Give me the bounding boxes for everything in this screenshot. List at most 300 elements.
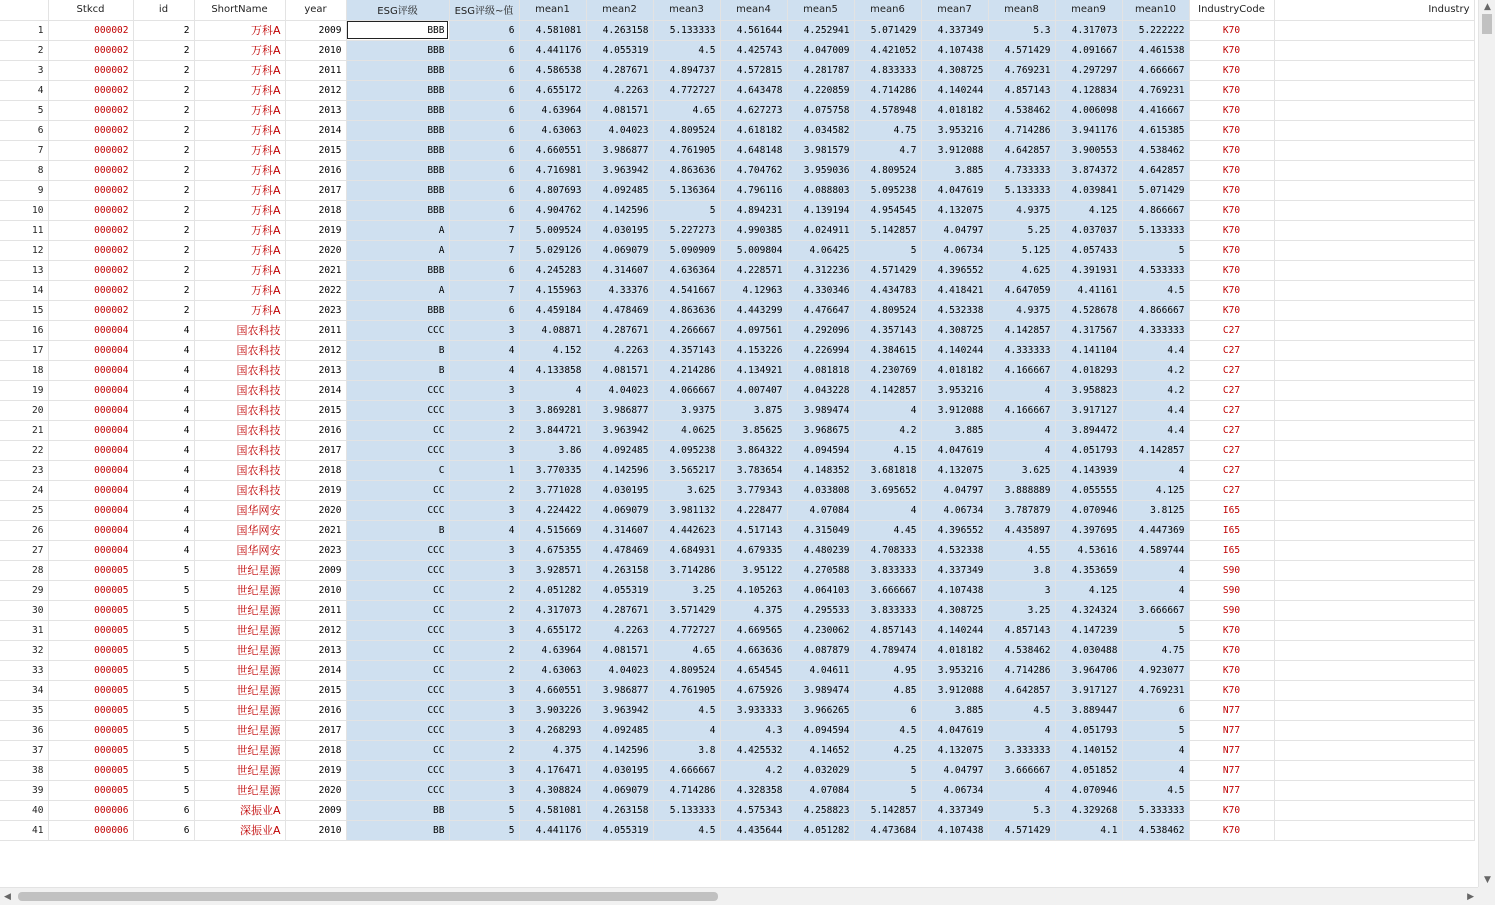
cell-esg[interactable]: BBB (346, 300, 449, 320)
cell-mean9[interactable]: 3.941176 (1055, 120, 1122, 140)
cell-mean10[interactable]: 5.333333 (1122, 800, 1189, 820)
cell-industrycode[interactable]: K70 (1189, 20, 1274, 40)
cell-year[interactable]: 2020 (285, 240, 346, 260)
cell-stkcd[interactable]: 000002 (48, 140, 133, 160)
cell-esg[interactable]: CCC (346, 780, 449, 800)
cell-shortname[interactable]: 国农科技 (194, 440, 285, 460)
cell-mean6[interactable]: 5.142857 (854, 220, 921, 240)
cell-mean7[interactable]: 3.885 (921, 700, 988, 720)
cell-industrycode[interactable]: C27 (1189, 420, 1274, 440)
cell-mean9[interactable]: 4.051852 (1055, 760, 1122, 780)
cell-stkcd[interactable]: 000002 (48, 100, 133, 120)
cell-year[interactable]: 2015 (285, 140, 346, 160)
cell-mean7[interactable]: 4.107438 (921, 40, 988, 60)
cell-mean2[interactable]: 3.986877 (586, 140, 653, 160)
cell-year[interactable]: 2009 (285, 20, 346, 40)
cell-mean3[interactable]: 4.809524 (653, 120, 720, 140)
cell-mean4[interactable]: 4.443299 (720, 300, 787, 320)
cell-mean3[interactable]: 4.095238 (653, 440, 720, 460)
cell-id[interactable]: 2 (133, 260, 194, 280)
cell-mean5[interactable]: 4.07084 (787, 780, 854, 800)
column-header-4[interactable]: ESG评级 (346, 0, 449, 20)
cell-stkcd[interactable]: 000005 (48, 580, 133, 600)
cell-esg[interactable]: 6 (449, 100, 519, 120)
cell-industrycode[interactable]: S90 (1189, 600, 1274, 620)
cell-esg[interactable]: CCC (346, 680, 449, 700)
cell-stkcd[interactable]: 000002 (48, 20, 133, 40)
cell-mean2[interactable]: 4.142596 (586, 740, 653, 760)
cell-mean6[interactable]: 4.789474 (854, 640, 921, 660)
cell-year[interactable]: 2020 (285, 780, 346, 800)
cell-year[interactable]: 2018 (285, 740, 346, 760)
cell-mean1[interactable]: 4 (519, 380, 586, 400)
cell-mean8[interactable]: 4 (988, 780, 1055, 800)
cell-shortname[interactable]: 国华网安 (194, 540, 285, 560)
cell-esg[interactable]: A (346, 240, 449, 260)
cell-industry[interactable] (1274, 820, 1474, 840)
cell-industrycode[interactable]: N77 (1189, 720, 1274, 740)
cell-esg[interactable]: CCC (346, 500, 449, 520)
cell-esg[interactable]: CCC (346, 560, 449, 580)
cell-year[interactable]: 2015 (285, 400, 346, 420)
cell-stkcd[interactable]: 000004 (48, 500, 133, 520)
cell-mean5[interactable]: 4.087879 (787, 640, 854, 660)
cell-mean4[interactable]: 4.228571 (720, 260, 787, 280)
cell-mean9[interactable]: 4.039841 (1055, 180, 1122, 200)
cell-mean2[interactable]: 4.2263 (586, 340, 653, 360)
cell-mean5[interactable]: 3.981579 (787, 140, 854, 160)
cell-mean9[interactable]: 3.964706 (1055, 660, 1122, 680)
cell-esg[interactable]: CCC (346, 380, 449, 400)
column-header-2[interactable]: ShortName (194, 0, 285, 20)
cell-mean2[interactable]: 4.069079 (586, 500, 653, 520)
cell-mean4[interactable]: 4.643478 (720, 80, 787, 100)
cell-mean4[interactable]: 4.654545 (720, 660, 787, 680)
cell-mean5[interactable]: 4.081818 (787, 360, 854, 380)
cell-mean1[interactable]: 3.928571 (519, 560, 586, 580)
cell-year[interactable]: 2014 (285, 380, 346, 400)
cell-mean3[interactable]: 4.066667 (653, 380, 720, 400)
cell-esg[interactable]: 3 (449, 680, 519, 700)
cell-shortname[interactable]: 国农科技 (194, 380, 285, 400)
cell-mean4[interactable]: 4.618182 (720, 120, 787, 140)
cell-mean8[interactable]: 4.625 (988, 260, 1055, 280)
cell-esg[interactable]: CCC (346, 400, 449, 420)
cell-id[interactable]: 5 (133, 780, 194, 800)
cell-mean7[interactable]: 4.132075 (921, 200, 988, 220)
cell-year[interactable]: 2009 (285, 800, 346, 820)
cell-industry[interactable] (1274, 80, 1474, 100)
cell-mean1[interactable]: 3.844721 (519, 420, 586, 440)
cell-mean10[interactable]: 5 (1122, 620, 1189, 640)
cell-mean2[interactable]: 4.314607 (586, 260, 653, 280)
cell-mean1[interactable]: 3.770335 (519, 460, 586, 480)
row-number[interactable]: 35 (0, 700, 48, 720)
cell-mean4[interactable]: 4.3 (720, 720, 787, 740)
column-header-11[interactable]: mean6 (854, 0, 921, 20)
cell-esg[interactable]: CCC (346, 620, 449, 640)
cell-mean10[interactable]: 4.125 (1122, 480, 1189, 500)
row-number[interactable]: 7 (0, 140, 48, 160)
cell-mean8[interactable]: 4.538462 (988, 640, 1055, 660)
cell-mean1[interactable]: 4.459184 (519, 300, 586, 320)
cell-mean3[interactable]: 4.0625 (653, 420, 720, 440)
cell-stkcd[interactable]: 000005 (48, 720, 133, 740)
cell-mean6[interactable]: 4.142857 (854, 380, 921, 400)
vertical-scroll-thumb[interactable] (1482, 14, 1492, 34)
cell-stkcd[interactable]: 000005 (48, 560, 133, 580)
cell-mean3[interactable]: 4.5 (653, 820, 720, 840)
cell-mean6[interactable]: 4.75 (854, 120, 921, 140)
cell-mean9[interactable]: 4.141104 (1055, 340, 1122, 360)
cell-mean7[interactable]: 3.885 (921, 160, 988, 180)
cell-industry[interactable] (1274, 540, 1474, 560)
cell-mean5[interactable]: 4.034582 (787, 120, 854, 140)
cell-mean9[interactable]: 4.018293 (1055, 360, 1122, 380)
cell-stkcd[interactable]: 000004 (48, 420, 133, 440)
cell-mean8[interactable]: 4 (988, 420, 1055, 440)
cell-mean2[interactable]: 4.055319 (586, 820, 653, 840)
cell-mean9[interactable]: 3.917127 (1055, 680, 1122, 700)
cell-esg[interactable]: 2 (449, 480, 519, 500)
cell-mean4[interactable]: 3.864322 (720, 440, 787, 460)
cell-mean10[interactable]: 3.8125 (1122, 500, 1189, 520)
cell-mean3[interactable]: 4 (653, 720, 720, 740)
cell-mean1[interactable]: 4.224422 (519, 500, 586, 520)
cell-mean1[interactable]: 4.807693 (519, 180, 586, 200)
cell-industrycode[interactable]: K70 (1189, 40, 1274, 60)
cell-mean9[interactable]: 3.874372 (1055, 160, 1122, 180)
cell-year[interactable]: 2015 (285, 680, 346, 700)
cell-esg[interactable]: 4 (449, 520, 519, 540)
cell-mean5[interactable]: 4.330346 (787, 280, 854, 300)
cell-mean3[interactable]: 4.761905 (653, 140, 720, 160)
cell-mean10[interactable]: 3.666667 (1122, 600, 1189, 620)
cell-esg[interactable]: CCC (346, 540, 449, 560)
cell-shortname[interactable]: 深振业A (194, 820, 285, 840)
cell-esg[interactable]: CC (346, 640, 449, 660)
cell-mean7[interactable]: 4.532338 (921, 540, 988, 560)
cell-mean6[interactable]: 4.809524 (854, 300, 921, 320)
cell-stkcd[interactable]: 000006 (48, 820, 133, 840)
cell-mean6[interactable]: 4.230769 (854, 360, 921, 380)
cell-esg[interactable]: BBB (346, 180, 449, 200)
cell-mean7[interactable]: 4.018182 (921, 100, 988, 120)
cell-mean3[interactable]: 4.684931 (653, 540, 720, 560)
column-header-14[interactable]: mean9 (1055, 0, 1122, 20)
cell-industry[interactable] (1274, 600, 1474, 620)
cell-mean1[interactable]: 4.515669 (519, 520, 586, 540)
cell-mean5[interactable]: 4.480239 (787, 540, 854, 560)
cell-mean8[interactable]: 4 (988, 440, 1055, 460)
cell-industrycode[interactable]: C27 (1189, 360, 1274, 380)
cell-esg[interactable]: 4 (449, 340, 519, 360)
cell-mean6[interactable]: 4.857143 (854, 620, 921, 640)
cell-mean10[interactable]: 4.461538 (1122, 40, 1189, 60)
cell-mean8[interactable]: 4.642857 (988, 140, 1055, 160)
cell-mean3[interactable]: 3.714286 (653, 560, 720, 580)
cell-esg[interactable]: BBB (346, 200, 449, 220)
cell-mean2[interactable]: 4.263158 (586, 20, 653, 40)
cell-mean5[interactable]: 4.051282 (787, 820, 854, 840)
cell-mean8[interactable]: 4.571429 (988, 820, 1055, 840)
cell-mean1[interactable]: 4.152 (519, 340, 586, 360)
cell-mean6[interactable]: 5.142857 (854, 800, 921, 820)
cell-mean2[interactable]: 4.030195 (586, 480, 653, 500)
cell-year[interactable]: 2011 (285, 600, 346, 620)
cell-shortname[interactable]: 世纪星源 (194, 740, 285, 760)
row-number[interactable]: 34 (0, 680, 48, 700)
row-number[interactable]: 24 (0, 480, 48, 500)
cell-mean1[interactable]: 5.029126 (519, 240, 586, 260)
cell-year[interactable]: 2022 (285, 280, 346, 300)
cell-mean5[interactable]: 4.088803 (787, 180, 854, 200)
cell-industry[interactable] (1274, 20, 1474, 40)
cell-year[interactable]: 2012 (285, 340, 346, 360)
cell-mean9[interactable]: 4.051793 (1055, 720, 1122, 740)
cell-stkcd[interactable]: 000002 (48, 260, 133, 280)
cell-mean5[interactable]: 4.075758 (787, 100, 854, 120)
cell-mean10[interactable]: 4.5 (1122, 280, 1189, 300)
cell-industry[interactable] (1274, 480, 1474, 500)
cell-mean6[interactable]: 5.071429 (854, 20, 921, 40)
cell-esg[interactable]: BBB (346, 100, 449, 120)
cell-shortname[interactable]: 万科A (194, 240, 285, 260)
cell-id[interactable]: 6 (133, 820, 194, 840)
cell-mean10[interactable]: 5.222222 (1122, 20, 1189, 40)
cell-mean3[interactable]: 4.894737 (653, 60, 720, 80)
cell-mean6[interactable]: 4.384615 (854, 340, 921, 360)
row-number[interactable]: 14 (0, 280, 48, 300)
cell-industrycode[interactable]: K70 (1189, 260, 1274, 280)
cell-mean1[interactable]: 4.655172 (519, 80, 586, 100)
cell-mean8[interactable]: 3.787879 (988, 500, 1055, 520)
cell-mean3[interactable]: 4.357143 (653, 340, 720, 360)
cell-mean2[interactable]: 4.142596 (586, 200, 653, 220)
cell-esg[interactable]: 3 (449, 700, 519, 720)
cell-mean1[interactable]: 4.133858 (519, 360, 586, 380)
cell-mean7[interactable]: 4.018182 (921, 360, 988, 380)
cell-mean9[interactable]: 4.140152 (1055, 740, 1122, 760)
cell-mean9[interactable]: 4.143939 (1055, 460, 1122, 480)
cell-year[interactable]: 2014 (285, 660, 346, 680)
row-number[interactable]: 1 (0, 20, 48, 40)
cell-esg[interactable]: CC (346, 420, 449, 440)
cell-mean5[interactable]: 4.04611 (787, 660, 854, 680)
cell-industry[interactable] (1274, 800, 1474, 820)
cell-mean9[interactable]: 4.070946 (1055, 780, 1122, 800)
cell-mean9[interactable]: 4.317567 (1055, 320, 1122, 340)
cell-mean7[interactable]: 4.396552 (921, 520, 988, 540)
cell-id[interactable]: 2 (133, 200, 194, 220)
cell-industrycode[interactable]: N77 (1189, 700, 1274, 720)
cell-mean6[interactable]: 4.421052 (854, 40, 921, 60)
cell-mean9[interactable]: 4.324324 (1055, 600, 1122, 620)
cell-mean8[interactable]: 3.666667 (988, 760, 1055, 780)
cell-esg[interactable]: 1 (449, 460, 519, 480)
cell-mean5[interactable]: 4.047009 (787, 40, 854, 60)
cell-id[interactable]: 2 (133, 100, 194, 120)
cell-industrycode[interactable]: K70 (1189, 800, 1274, 820)
cell-mean6[interactable]: 4.357143 (854, 320, 921, 340)
cell-id[interactable]: 4 (133, 480, 194, 500)
cell-mean5[interactable]: 4.043228 (787, 380, 854, 400)
column-header-1[interactable]: id (133, 0, 194, 20)
cell-id[interactable]: 5 (133, 740, 194, 760)
scroll-right-arrow-icon[interactable]: ▶ (1467, 892, 1474, 902)
cell-shortname[interactable]: 世纪星源 (194, 620, 285, 640)
cell-shortname[interactable]: 万科A (194, 200, 285, 220)
row-number[interactable]: 37 (0, 740, 48, 760)
cell-esg[interactable]: A (346, 220, 449, 240)
cell-mean9[interactable]: 4.128834 (1055, 80, 1122, 100)
cell-shortname[interactable]: 国农科技 (194, 320, 285, 340)
cell-mean8[interactable]: 4 (988, 720, 1055, 740)
cell-mean4[interactable]: 3.875 (720, 400, 787, 420)
cell-id[interactable]: 5 (133, 660, 194, 680)
cell-mean6[interactable]: 4 (854, 500, 921, 520)
cell-id[interactable]: 2 (133, 120, 194, 140)
cell-mean7[interactable]: 4.047619 (921, 180, 988, 200)
row-number[interactable]: 32 (0, 640, 48, 660)
cell-industry[interactable] (1274, 140, 1474, 160)
cell-mean3[interactable]: 4.761905 (653, 680, 720, 700)
cell-mean9[interactable]: 3.894472 (1055, 420, 1122, 440)
cell-mean8[interactable]: 5.25 (988, 220, 1055, 240)
cell-shortname[interactable]: 万科A (194, 220, 285, 240)
cell-shortname[interactable]: 万科A (194, 260, 285, 280)
cell-industry[interactable] (1274, 420, 1474, 440)
cell-esg[interactable]: CC (346, 660, 449, 680)
cell-industrycode[interactable]: K70 (1189, 80, 1274, 100)
cell-year[interactable]: 2011 (285, 60, 346, 80)
cell-mean10[interactable]: 5.071429 (1122, 180, 1189, 200)
cell-mean2[interactable]: 3.986877 (586, 400, 653, 420)
cell-id[interactable]: 4 (133, 320, 194, 340)
cell-id[interactable]: 2 (133, 40, 194, 60)
cell-industrycode[interactable]: K70 (1189, 60, 1274, 80)
cell-industrycode[interactable]: C27 (1189, 340, 1274, 360)
cell-industrycode[interactable]: N77 (1189, 760, 1274, 780)
row-number[interactable]: 8 (0, 160, 48, 180)
cell-id[interactable]: 2 (133, 80, 194, 100)
cell-esg[interactable]: CCC (346, 720, 449, 740)
cell-mean9[interactable]: 3.900553 (1055, 140, 1122, 160)
cell-mean9[interactable]: 4.41161 (1055, 280, 1122, 300)
scroll-left-arrow-icon[interactable]: ◀ (4, 892, 11, 902)
cell-mean1[interactable]: 3.869281 (519, 400, 586, 420)
cell-stkcd[interactable]: 000004 (48, 460, 133, 480)
scroll-up-arrow-icon[interactable]: ▲ (1484, 2, 1491, 12)
cell-industry[interactable] (1274, 740, 1474, 760)
cell-esg[interactable]: CCC (346, 440, 449, 460)
cell-esg[interactable]: 7 (449, 240, 519, 260)
column-header-12[interactable]: mean7 (921, 0, 988, 20)
cell-esg[interactable]: BBB (346, 140, 449, 160)
cell-industrycode[interactable]: N77 (1189, 780, 1274, 800)
cell-mean1[interactable]: 4.904762 (519, 200, 586, 220)
cell-mean5[interactable]: 4.033808 (787, 480, 854, 500)
cell-mean4[interactable]: 4.435644 (720, 820, 787, 840)
cell-stkcd[interactable]: 000006 (48, 800, 133, 820)
column-header-10[interactable]: mean5 (787, 0, 854, 20)
cell-mean8[interactable]: 5.133333 (988, 180, 1055, 200)
row-number[interactable]: 15 (0, 300, 48, 320)
cell-mean1[interactable]: 5.009524 (519, 220, 586, 240)
cell-id[interactable]: 2 (133, 240, 194, 260)
cell-id[interactable]: 6 (133, 800, 194, 820)
cell-mean7[interactable]: 4.06734 (921, 780, 988, 800)
cell-mean7[interactable]: 3.912088 (921, 680, 988, 700)
cell-mean5[interactable]: 4.476647 (787, 300, 854, 320)
cell-id[interactable]: 4 (133, 500, 194, 520)
cell-mean4[interactable]: 4.153226 (720, 340, 787, 360)
cell-industrycode[interactable]: S90 (1189, 580, 1274, 600)
cell-mean2[interactable]: 4.069079 (586, 240, 653, 260)
cell-year[interactable]: 2019 (285, 220, 346, 240)
cell-mean6[interactable]: 4.809524 (854, 160, 921, 180)
cell-esg[interactable]: B (346, 340, 449, 360)
row-number[interactable]: 10 (0, 200, 48, 220)
cell-shortname[interactable]: 万科A (194, 60, 285, 80)
cell-esg[interactable]: 6 (449, 60, 519, 80)
cell-mean6[interactable]: 3.666667 (854, 580, 921, 600)
cell-industrycode[interactable]: N77 (1189, 740, 1274, 760)
cell-mean6[interactable]: 5.095238 (854, 180, 921, 200)
cell-mean3[interactable]: 3.8 (653, 740, 720, 760)
cell-mean4[interactable]: 4.425532 (720, 740, 787, 760)
cell-year[interactable]: 2012 (285, 620, 346, 640)
cell-mean2[interactable]: 4.478469 (586, 300, 653, 320)
cell-industrycode[interactable]: C27 (1189, 380, 1274, 400)
cell-esg[interactable]: C (346, 460, 449, 480)
cell-mean7[interactable]: 4.337349 (921, 20, 988, 40)
cell-mean5[interactable]: 3.968675 (787, 420, 854, 440)
cell-mean8[interactable]: 3 (988, 580, 1055, 600)
cell-mean6[interactable]: 4.578948 (854, 100, 921, 120)
cell-mean10[interactable]: 4 (1122, 760, 1189, 780)
cell-mean4[interactable]: 4.796116 (720, 180, 787, 200)
cell-esg[interactable]: 2 (449, 640, 519, 660)
cell-mean1[interactable]: 4.441176 (519, 40, 586, 60)
row-number[interactable]: 38 (0, 760, 48, 780)
cell-mean6[interactable]: 4.7 (854, 140, 921, 160)
cell-industrycode[interactable]: K70 (1189, 220, 1274, 240)
cell-industrycode[interactable]: I65 (1189, 520, 1274, 540)
cell-mean3[interactable]: 5.136364 (653, 180, 720, 200)
cell-mean3[interactable]: 4.772727 (653, 620, 720, 640)
cell-esg[interactable]: A (346, 280, 449, 300)
cell-mean1[interactable]: 4.716981 (519, 160, 586, 180)
cell-shortname[interactable]: 世纪星源 (194, 780, 285, 800)
row-number[interactable]: 29 (0, 580, 48, 600)
cell-year[interactable]: 2014 (285, 120, 346, 140)
cell-industry[interactable] (1274, 780, 1474, 800)
cell-shortname[interactable]: 世纪星源 (194, 560, 285, 580)
cell-mean3[interactable]: 5.227273 (653, 220, 720, 240)
cell-mean5[interactable]: 4.315049 (787, 520, 854, 540)
cell-mean5[interactable]: 4.230062 (787, 620, 854, 640)
cell-shortname[interactable]: 国农科技 (194, 460, 285, 480)
cell-mean6[interactable]: 4 (854, 400, 921, 420)
cell-esg[interactable]: B (346, 520, 449, 540)
cell-industry[interactable] (1274, 580, 1474, 600)
cell-esg[interactable]: 6 (449, 140, 519, 160)
cell-mean4[interactable]: 4.663636 (720, 640, 787, 660)
cell-mean10[interactable]: 4.2 (1122, 360, 1189, 380)
cell-esg[interactable]: 2 (449, 420, 519, 440)
cell-industrycode[interactable]: K70 (1189, 120, 1274, 140)
